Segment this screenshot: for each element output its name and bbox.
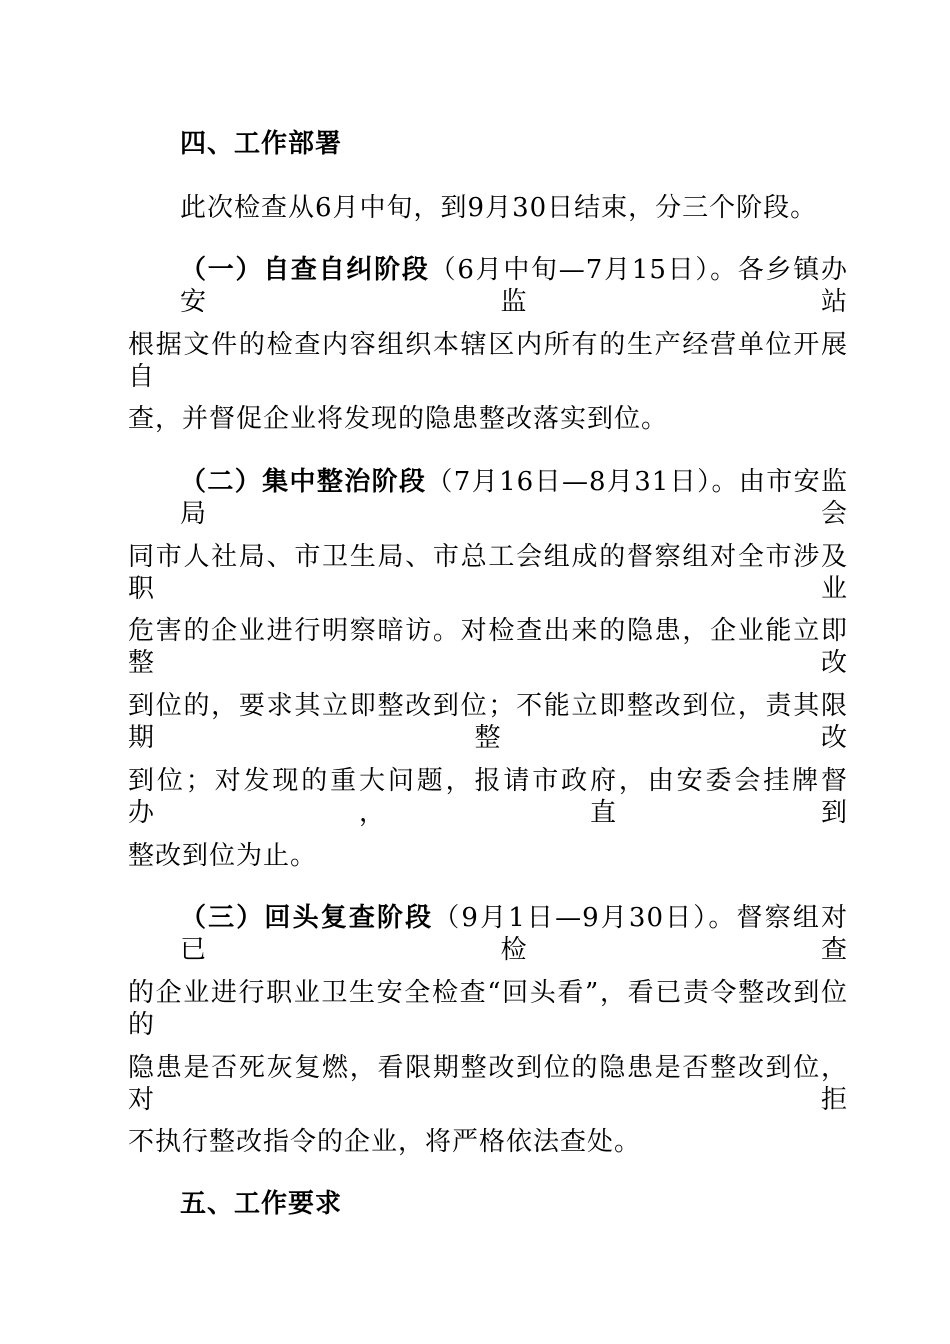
phase2-title: （二）集中整治阶段: [180, 467, 427, 497]
paragraph-line: 查，并督促企业将发现的隐患整改落实到位。: [128, 404, 669, 434]
paragraph-line: 整改到位为止。: [128, 841, 318, 871]
phase2-period: （7月16日—8月31日）。由市安监局会: [180, 467, 848, 529]
paragraph-line: 到位；对发现的重大问题，报请市政府，由安委会挂牌督办，直到: [128, 766, 848, 828]
section-heading-5: 五、工作要求: [180, 1189, 343, 1219]
paragraph-line: 危害的企业进行明察暗访。对检查出来的隐患，企业能立即整改: [128, 616, 848, 678]
phase2-first-line: [180, 466, 848, 529]
phase1-first-line: [180, 254, 848, 317]
paragraph-line: 同市人社局、市卫生局、市总工会组成的督察组对全市涉及职业: [128, 542, 848, 604]
paragraph-line: 根据文件的检查内容组织本辖区内所有的生产经营单位开展自: [128, 330, 848, 392]
section-heading-4: 四、工作部署: [180, 129, 343, 159]
paragraph-line: 的企业进行职业卫生安全检查“回头看”，看已责令整改到位的: [128, 978, 848, 1040]
phase1-period: （6月中旬—7月15日）。各乡镇办安监站: [180, 255, 848, 317]
paragraph-line: 隐患是否死灰复燃，看限期整改到位的隐患是否整改到位，对拒: [128, 1053, 848, 1115]
paragraph-line: 不执行整改指令的企业，将严格依法查处。: [128, 1127, 642, 1157]
section-intro: 此次检查从6月中旬，到9月30日结束，分三个阶段。: [180, 193, 818, 223]
phase3-period: （9月1日—9月30日）。督察组对已检查: [180, 903, 848, 965]
phase3-title: （三）回头复查阶段: [180, 903, 434, 933]
paragraph-line: 到位的，要求其立即整改到位；不能立即整改到位，责其限期整改: [128, 691, 848, 753]
phase3-first-line: [180, 902, 848, 965]
phase1-title: （一）自查自纠阶段: [180, 255, 430, 285]
